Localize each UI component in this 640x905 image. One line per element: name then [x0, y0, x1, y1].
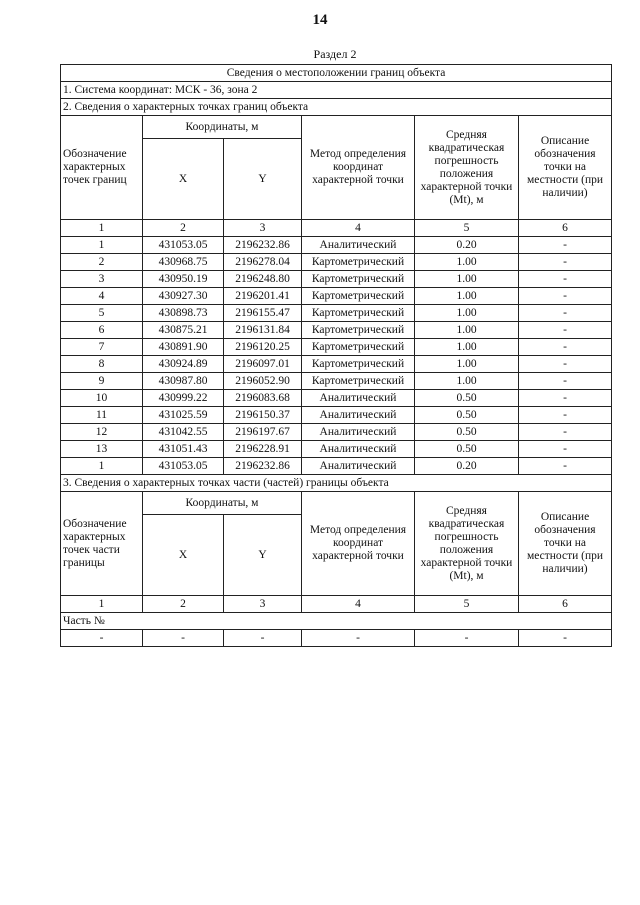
point-method: Аналитический — [302, 407, 415, 424]
point-accuracy: 1.00 — [415, 373, 519, 390]
point-x: 430999.22 — [143, 390, 224, 407]
point-x: 430950.19 — [143, 271, 224, 288]
point-number: 7 — [61, 339, 143, 356]
point-number: 5 — [61, 305, 143, 322]
column-number: 4 — [302, 220, 415, 237]
column-numbers-row — [61, 220, 612, 237]
point-accuracy: 1.00 — [415, 322, 519, 339]
table-row — [61, 458, 612, 475]
points-body — [61, 237, 612, 475]
point-number: 12 — [61, 424, 143, 441]
point-number: 6 — [61, 322, 143, 339]
part-column-numbers-row — [61, 596, 612, 613]
point-accuracy: 1.00 — [415, 254, 519, 271]
point-y: 2196248.80 — [224, 271, 302, 288]
header-description: Описание обозначения точки на местности (при наличии) — [519, 116, 612, 220]
header-accuracy-part: Средняя квадратическая погрешность положения характерной точки (Mt), м — [415, 492, 519, 596]
point-x: 430875.21 — [143, 322, 224, 339]
point-method: Аналитический — [302, 390, 415, 407]
point-description: - — [519, 237, 612, 254]
point-x: 430987.80 — [143, 373, 224, 390]
point-y: 2196155.47 — [224, 305, 302, 322]
table-row — [61, 271, 612, 288]
part-cell: - — [61, 630, 143, 647]
column-number: 6 — [519, 596, 612, 613]
table-row — [61, 373, 612, 390]
header-accuracy: Средняя квадратическая погрешность положения характерной точки (Mt), м — [415, 116, 519, 220]
section-label: Раздел 2 — [313, 47, 357, 61]
point-accuracy: 0.20 — [415, 458, 519, 475]
point-x: 431053.05 — [143, 237, 224, 254]
point-y: 2196197.67 — [224, 424, 302, 441]
table-row — [61, 322, 612, 339]
table-title-row — [61, 65, 612, 82]
point-x: 430924.89 — [143, 356, 224, 373]
point-description: - — [519, 288, 612, 305]
point-y: 2196278.04 — [224, 254, 302, 271]
point-x: 431053.05 — [143, 458, 224, 475]
table-row — [61, 237, 612, 254]
boundary-table — [60, 64, 612, 647]
point-accuracy: 1.00 — [415, 305, 519, 322]
column-number: 2 — [143, 220, 224, 237]
point-description: - — [519, 373, 612, 390]
point-y: 2196131.84 — [224, 322, 302, 339]
point-method: Аналитический — [302, 237, 415, 254]
point-number: 1 — [61, 458, 143, 475]
point-method: Аналитический — [302, 458, 415, 475]
point-x: 431051.43 — [143, 441, 224, 458]
table-row — [61, 390, 612, 407]
point-x: 430891.90 — [143, 339, 224, 356]
part-header-row — [61, 492, 612, 515]
table-row — [61, 407, 612, 424]
table-row — [61, 424, 612, 441]
part-label-row — [61, 613, 612, 630]
point-number: 1 — [61, 237, 143, 254]
point-accuracy: 0.50 — [415, 407, 519, 424]
point-accuracy: 0.50 — [415, 424, 519, 441]
section3-title: 3. Сведения о характерных точках части (частей) границы объекта — [61, 475, 612, 492]
point-y: 2196052.90 — [224, 373, 302, 390]
point-accuracy: 0.20 — [415, 237, 519, 254]
point-accuracy: 1.00 — [415, 288, 519, 305]
section3-title-row — [61, 475, 612, 492]
column-number: 4 — [302, 596, 415, 613]
table-row — [61, 254, 612, 271]
column-number: 1 — [61, 220, 143, 237]
column-number: 6 — [519, 220, 612, 237]
point-description: - — [519, 339, 612, 356]
point-number: 10 — [61, 390, 143, 407]
table-row — [61, 305, 612, 322]
section2-title-row — [61, 99, 612, 116]
header-y: Y — [224, 139, 302, 220]
point-method: Картометрический — [302, 288, 415, 305]
header-designation: Обозначение характерных точек границ — [61, 116, 143, 220]
table-row — [61, 288, 612, 305]
header-x: X — [143, 139, 224, 220]
part-cell: - — [224, 630, 302, 647]
point-number: 8 — [61, 356, 143, 373]
table-title: Сведения о местоположении границ объекта — [61, 65, 612, 82]
point-y: 2196097.01 — [224, 356, 302, 373]
column-number: 3 — [224, 596, 302, 613]
point-y: 2196150.37 — [224, 407, 302, 424]
part-cell: - — [519, 630, 612, 647]
column-number: 5 — [415, 596, 519, 613]
point-x: 430968.75 — [143, 254, 224, 271]
point-y: 2196120.25 — [224, 339, 302, 356]
part-cell: - — [415, 630, 519, 647]
header-row — [61, 116, 612, 139]
point-method: Картометрический — [302, 254, 415, 271]
part-cell: - — [302, 630, 415, 647]
header-coords-part: Координаты, м — [143, 492, 302, 515]
point-method: Картометрический — [302, 356, 415, 373]
point-description: - — [519, 356, 612, 373]
table-row — [61, 441, 612, 458]
point-method: Картометрический — [302, 373, 415, 390]
point-x: 430927.30 — [143, 288, 224, 305]
point-method: Картометрический — [302, 271, 415, 288]
point-accuracy: 0.50 — [415, 390, 519, 407]
point-x: 431025.59 — [143, 407, 224, 424]
point-description: - — [519, 424, 612, 441]
page-number: 14 — [312, 12, 328, 28]
point-method: Картометрический — [302, 305, 415, 322]
point-description: - — [519, 441, 612, 458]
point-method: Картометрический — [302, 339, 415, 356]
point-accuracy: 0.50 — [415, 441, 519, 458]
point-y: 2196232.86 — [224, 458, 302, 475]
header-method: Метод определения координат характерной точки — [302, 116, 415, 220]
point-number: 2 — [61, 254, 143, 271]
part-label: Часть № — [61, 613, 612, 630]
point-description: - — [519, 271, 612, 288]
point-x: 430898.73 — [143, 305, 224, 322]
point-y: 2196228.91 — [224, 441, 302, 458]
column-number: 3 — [224, 220, 302, 237]
coord-system: 1. Система координат: МСК - 36, зона 2 — [61, 82, 612, 99]
point-method: Аналитический — [302, 424, 415, 441]
header-method-part: Метод определения координат характерной точки — [302, 492, 415, 596]
section2-title: 2. Сведения о характерных точках границ объекта — [61, 99, 612, 116]
table-row — [61, 339, 612, 356]
point-method: Аналитический — [302, 441, 415, 458]
part-data-row — [61, 630, 612, 647]
point-y: 2196083.68 — [224, 390, 302, 407]
point-x: 431042.55 — [143, 424, 224, 441]
part-cell: - — [143, 630, 224, 647]
table-row — [61, 356, 612, 373]
coord-system-row — [61, 82, 612, 99]
point-accuracy: 1.00 — [415, 339, 519, 356]
point-description: - — [519, 407, 612, 424]
point-method: Картометрический — [302, 322, 415, 339]
point-accuracy: 1.00 — [415, 356, 519, 373]
point-number: 11 — [61, 407, 143, 424]
header-designation-part: Обозначение характерных точек части границы — [61, 492, 143, 596]
point-number: 3 — [61, 271, 143, 288]
header-description-part: Описание обозначения точки на местности (при наличии) — [519, 492, 612, 596]
point-y: 2196201.41 — [224, 288, 302, 305]
point-description: - — [519, 254, 612, 271]
column-number: 2 — [143, 596, 224, 613]
column-number: 5 — [415, 220, 519, 237]
header-y-part: Y — [224, 515, 302, 596]
header-x-part: X — [143, 515, 224, 596]
point-accuracy: 1.00 — [415, 271, 519, 288]
point-y: 2196232.86 — [224, 237, 302, 254]
header-coords: Координаты, м — [143, 116, 302, 139]
point-description: - — [519, 305, 612, 322]
point-number: 9 — [61, 373, 143, 390]
point-number: 13 — [61, 441, 143, 458]
point-description: - — [519, 322, 612, 339]
point-description: - — [519, 458, 612, 475]
column-number: 1 — [61, 596, 143, 613]
point-description: - — [519, 390, 612, 407]
point-number: 4 — [61, 288, 143, 305]
